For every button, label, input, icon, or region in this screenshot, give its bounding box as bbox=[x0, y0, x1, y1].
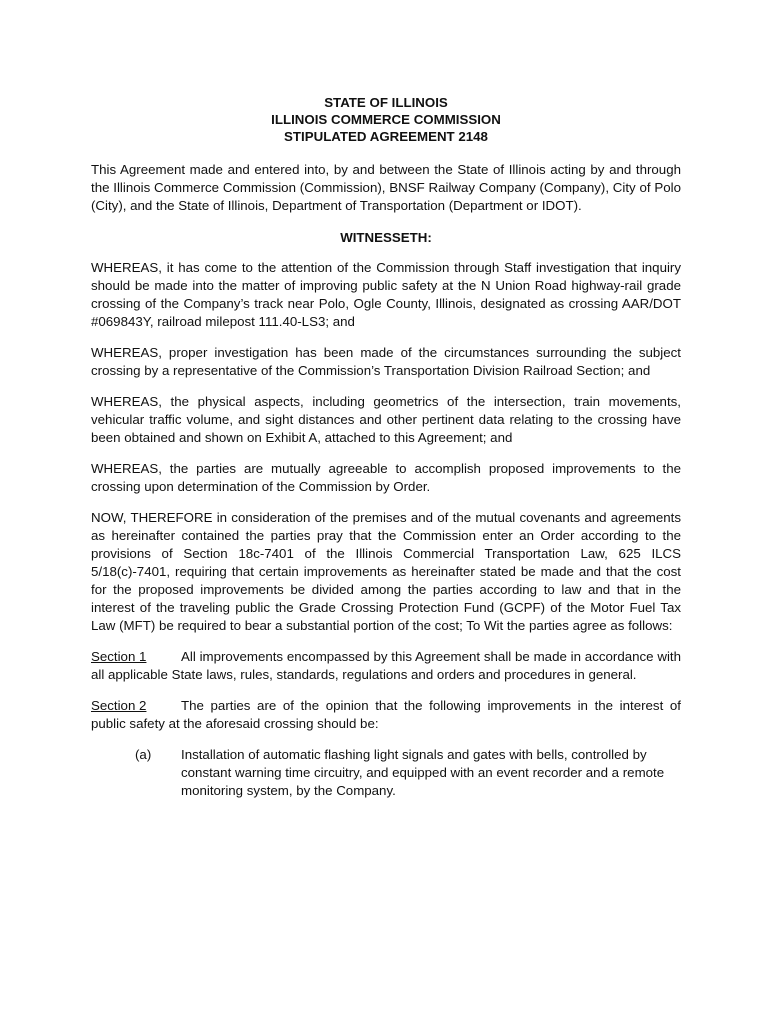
document-body bbox=[91, 94, 681, 800]
now-therefore-paragraph: NOW, THEREFORE in consideration of the premises and of the mutual covenants and agreements as hereinafter contained the parties pray that the Commission enter an Order according to the provisions of Section 18c-7401 of the Illinois Commercial Transportation Law, 625 ILCS 5/18(c)-7401, requiring that certain improvements as hereinafter stated be made and that the cost for the proposed improvements be divided among the parties according to law and that in the interest of the traveling public the Grade Crossing Protection Fund (GCPF) of the Motor Fuel Tax Law (MFT) be required to bear a substantial portion of the cost; To Wit the parties agree as follows: bbox=[91, 510, 681, 633]
document-header bbox=[91, 94, 681, 145]
list-item-a-label: (a) bbox=[135, 747, 152, 762]
list-item-a-text: Installation of automatic flashing light signals and gates with bells, controlled by constant warning time circuitry, and equipped with an event recorder and a remote monitoring system, by the Company. bbox=[181, 747, 665, 798]
witnesseth-heading: WITNESSETH: bbox=[340, 230, 432, 245]
whereas-paragraph-1: WHEREAS, it has come to the attention of the Commission through Staff investigation that inquiry should be made into the matter of improving public safety at the N Union Road highway-rail grade crossing of the Company’s track near Polo, Ogle County, Illinois, designated as crossing AAR/DOT #069843Y, railroad milepost 111.40-LS3; and bbox=[91, 260, 681, 329]
whereas-paragraph-2: WHEREAS, proper investigation has been made of the circumstances surrounding the subject crossing by a representative of the Commission’s Transportation Division Railroad Section; and bbox=[91, 345, 681, 378]
header-state: STATE OF ILLINOIS bbox=[324, 95, 448, 110]
section-1 bbox=[91, 648, 681, 684]
section-2 bbox=[91, 697, 681, 733]
whereas-paragraph-4: WHEREAS, the parties are mutually agreeable to accomplish proposed improvements to the crossing upon determination of the Commission by Order. bbox=[91, 461, 681, 494]
whereas-paragraph-3: WHEREAS, the physical aspects, including geometrics of the intersection, train movements, vehicular traffic volume, and sight distances and other pertinent data relating to the crossing have been obtained and shown on Exhibit A, attached to this Agreement; and bbox=[91, 394, 681, 445]
list-item-a bbox=[91, 746, 681, 800]
section-2-label: Section 2 bbox=[91, 698, 147, 713]
header-agreement-title: STIPULATED AGREEMENT 2148 bbox=[284, 129, 488, 144]
section-1-label: Section 1 bbox=[91, 649, 147, 664]
section-2-text: The parties are of the opinion that the following improvements in the interest of public safety at the aforesaid crossing should be: bbox=[91, 698, 681, 731]
section-1-text: All improvements encompassed by this Agreement shall be made in accordance with all applicable State laws, rules, standards, regulations and orders and procedures in general. bbox=[91, 649, 681, 682]
header-commission: ILLINOIS COMMERCE COMMISSION bbox=[271, 112, 501, 127]
intro-paragraph: This Agreement made and entered into, by and between the State of Illinois acting by and through the Illinois Commerce Commission (Commission), BNSF Railway Company (Company), City of Polo (City), and the State of Illinois, Department of Transportation (Department or IDOT). bbox=[91, 162, 681, 213]
